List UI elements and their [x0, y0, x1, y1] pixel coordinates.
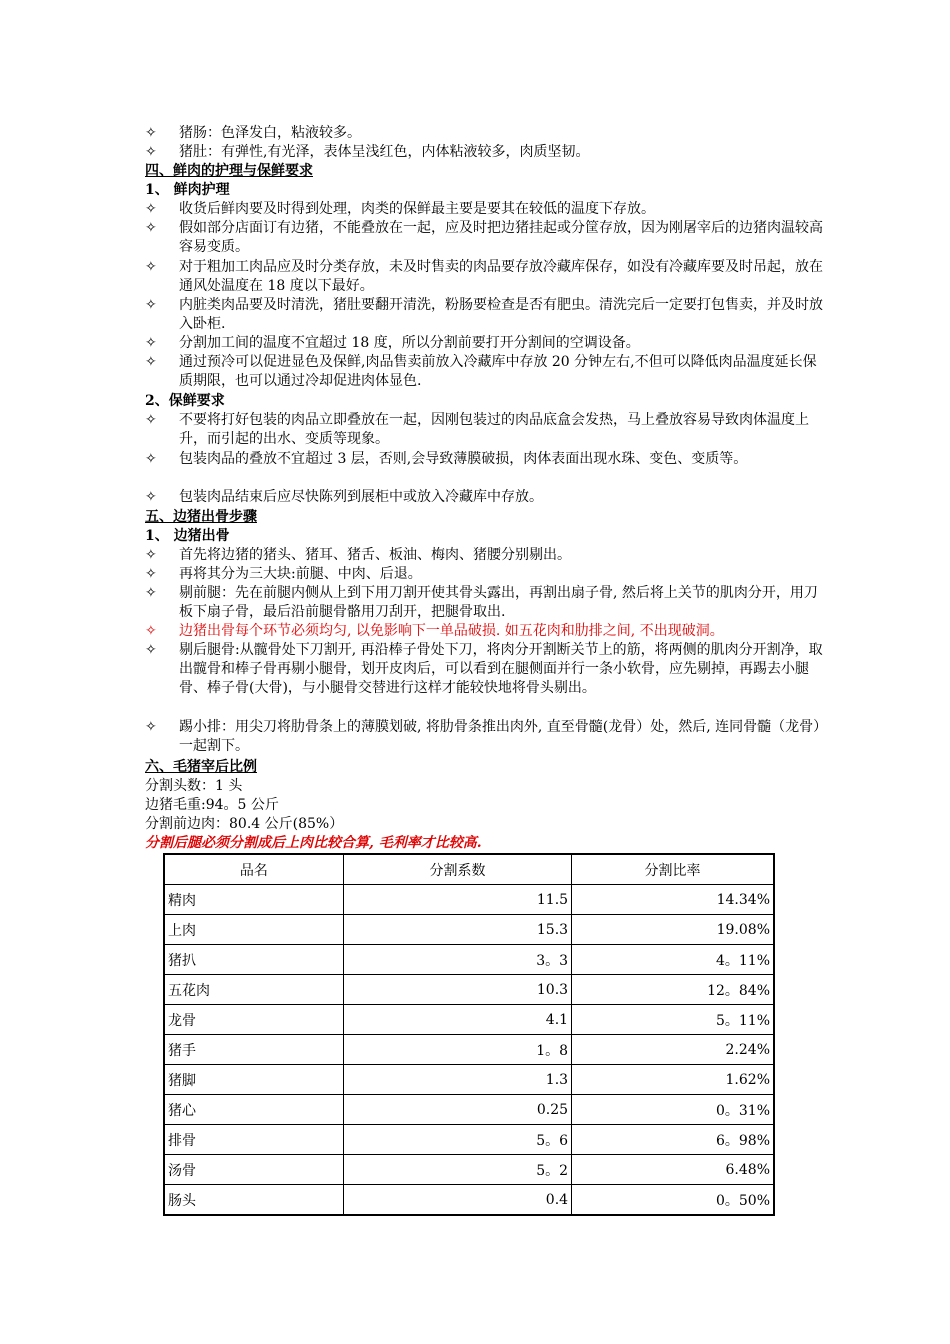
table-row — [164, 1035, 774, 1065]
cell-name: 五花肉 — [164, 975, 343, 1005]
cell-coefficient: 1。8 — [343, 1035, 571, 1065]
cell-name: 猪扒 — [164, 945, 343, 975]
bullet-text: 分割加工间的温度不宜超过 18 度，所以分割前要打开分割间的空调设备。 — [179, 335, 640, 351]
table-row — [164, 885, 774, 915]
bullet-text: 边猪出骨每个环节必须均匀, 以免影响下一单品破损. 如五花肉和肋排之间, 不出现破洞。 — [179, 623, 724, 639]
table-header-row — [164, 854, 774, 885]
bullet-text: 通过预冷可以促进显色及保鲜,肉品售卖前放入冷藏库中存放 20 分钟左右,不但可以降低肉品温度延长保质期限，也可以通过冷却促进肉体显色. — [179, 354, 817, 389]
bullet-text: 剔前腿：先在前腿内侧从上到下用刀割开使其骨头露出，再割出扇子骨, 然后将上关节的肌肉分开，用刀板下扇子骨，最后沿前腿骨骼用刀刮开，把腿骨取出. — [179, 585, 818, 620]
cell-ratio: 14.34% — [572, 885, 774, 915]
bullet-icon: ✧ — [145, 547, 157, 563]
info-line: 分割头数：1 头 — [145, 778, 243, 794]
cell-coefficient: 5。2 — [343, 1155, 571, 1185]
bullet-text: 内脏类肉品要及时清洗，猪肚要翻开清洗，粉肠要检查是否有肥虫。清洗完后一定要打包售卖，并及时放入卧柜. — [179, 297, 823, 332]
bullet-text: 对于粗加工肉品应及时分类存放，未及时售卖的肉品要存放冷藏库保存，如没有冷藏库要及时吊起，放在通风处温度在 18 度以下最好。 — [179, 259, 823, 294]
cell-name: 排骨 — [164, 1125, 343, 1155]
section-heading: 六、毛猪宰后比例 — [145, 759, 257, 775]
cell-ratio: 6.48% — [572, 1155, 774, 1185]
bullet-icon: ✧ — [145, 259, 157, 275]
table-row — [164, 1065, 774, 1095]
cell-ratio: 5。11% — [572, 1005, 774, 1035]
cell-ratio: 6。98% — [572, 1125, 774, 1155]
bullet-icon: ✧ — [145, 451, 157, 467]
bullet-text: 假如部分店面订有边猪，不能叠放在一起，应及时把边猪挂起或分筐存放，因为刚屠宰后的边猪肉温较高容易变质。 — [179, 220, 823, 255]
bullet-icon: ✧ — [145, 201, 157, 217]
bullet-text: 不要将打好包装的肉品立即叠放在一起，因刚包装过的肉品底盒会发热，马上叠放容易导致肉体温度上升，而引起的出水、变质等现象。 — [179, 412, 809, 447]
bullet-text: 再将其分为三大块:前腿、中肉、后退。 — [179, 566, 422, 582]
cell-ratio: 2.24% — [572, 1035, 774, 1065]
bullet-text: 猪肠：色泽发白，粘液较多。 — [179, 125, 361, 141]
section-heading: 五、边猪出骨步骤 — [145, 509, 257, 525]
cell-ratio: 19.08% — [572, 915, 774, 945]
bullet-icon: ✧ — [145, 489, 157, 505]
subsection-heading: 1、 鲜肉护理 — [145, 182, 230, 198]
cell-name: 猪心 — [164, 1095, 343, 1125]
cell-coefficient: 4.1 — [343, 1005, 571, 1035]
cell-coefficient: 3。3 — [343, 945, 571, 975]
table-row — [164, 915, 774, 945]
bullet-icon: ✧ — [145, 220, 157, 236]
cell-coefficient: 5。6 — [343, 1125, 571, 1155]
section-heading: 四、鲜肉的护理与保鲜要求 — [145, 163, 313, 179]
table-row — [164, 975, 774, 1005]
table-row — [164, 1005, 774, 1035]
table-row — [164, 1185, 774, 1216]
cell-name: 汤骨 — [164, 1155, 343, 1185]
subsection-heading: 2、保鲜要求 — [145, 393, 225, 409]
cell-name: 猪脚 — [164, 1065, 343, 1095]
info-line: 分割前边肉：80.4 公斤(85%） — [145, 816, 344, 832]
column-header-ratio: 分割比率 — [572, 854, 774, 885]
bullet-icon: ✧ — [145, 585, 157, 601]
table-row — [164, 1125, 774, 1155]
bullet-text: 首先将边猪的猪头、猪耳、猪舌、板油、梅肉、猪腰分别剔出。 — [179, 547, 571, 563]
table-row — [164, 945, 774, 975]
bullet-icon: ✧ — [145, 566, 157, 582]
cell-name: 精肉 — [164, 885, 343, 915]
table-row — [164, 1155, 774, 1185]
cell-coefficient: 0.4 — [343, 1185, 571, 1216]
column-header-name: 品名 — [164, 854, 343, 885]
cell-name: 上肉 — [164, 915, 343, 945]
bullet-icon: ✧ — [145, 642, 157, 658]
bullet-icon: ✧ — [145, 719, 157, 735]
cell-coefficient: 1.3 — [343, 1065, 571, 1095]
bullet-text: 包装肉品的叠放不宜超过 3 层，否则,会导致薄膜破损，肉体表面出现水珠、变色、变质等。 — [179, 451, 748, 467]
note-line: 分割后腿必须分割成后上肉比较合算, 毛利率才比较高. — [145, 835, 482, 851]
bullet-text: 收货后鲜肉要及时得到处理，肉类的保鲜最主要是要其在较低的温度下存放。 — [179, 201, 655, 217]
subsection-heading: 1、 边猪出骨 — [145, 528, 230, 544]
cell-name: 猪手 — [164, 1035, 343, 1065]
cell-coefficient: 10.3 — [343, 975, 571, 1005]
cell-ratio: 1.62% — [572, 1065, 774, 1095]
bullet-icon: ✧ — [145, 144, 157, 160]
bullet-text: 踢小排：用尖刀将肋骨条上的薄膜划破, 将肋骨条推出肉外, 直至骨髓(龙骨）处，然后, 连同骨髓（龙骨）一起割下。 — [179, 719, 828, 754]
column-header-coefficient: 分割系数 — [343, 854, 571, 885]
bullet-icon: ✧ — [145, 623, 157, 639]
table-row — [164, 1095, 774, 1125]
cell-ratio: 12。84% — [572, 975, 774, 1005]
cut-ratio-table — [163, 853, 775, 1216]
bullet-icon: ✧ — [145, 412, 157, 428]
bullet-icon: ✧ — [145, 335, 157, 351]
cell-name: 龙骨 — [164, 1005, 343, 1035]
info-line: 边猪毛重:94。5 公斤 — [145, 797, 279, 813]
bullet-text: 包装肉品结束后应尽快陈列到展柜中或放入冷藏库中存放。 — [179, 489, 543, 505]
cell-coefficient: 0.25 — [343, 1095, 571, 1125]
cell-coefficient: 15.3 — [343, 915, 571, 945]
bullet-icon: ✧ — [145, 354, 157, 370]
cell-name: 肠头 — [164, 1185, 343, 1216]
bullet-icon: ✧ — [145, 297, 157, 313]
cell-ratio: 0。50% — [572, 1185, 774, 1216]
cell-ratio: 0。31% — [572, 1095, 774, 1125]
bullet-text: 剔后腿骨:从髋骨处下刀割开, 再沿棒子骨处下刀，将肉分开割断关节上的筋，将两侧的肌肉分开割净，取出髋骨和棒子骨再剔小腿骨，划开皮肉后，可以看到在腿侧面并行一条小软骨，应先剔掉，再踢去小腿骨、棒子骨(大骨)，与小腿骨交替进行这样才能较快地将骨头剔出。 — [179, 642, 823, 696]
cell-ratio: 4。11% — [572, 945, 774, 975]
bullet-text: 猪肚：有弹性,有光泽，表体呈浅红色，内体粘液较多，肉质坚韧。 — [179, 144, 590, 160]
cell-coefficient: 11.5 — [343, 885, 571, 915]
bullet-icon: ✧ — [145, 125, 157, 141]
